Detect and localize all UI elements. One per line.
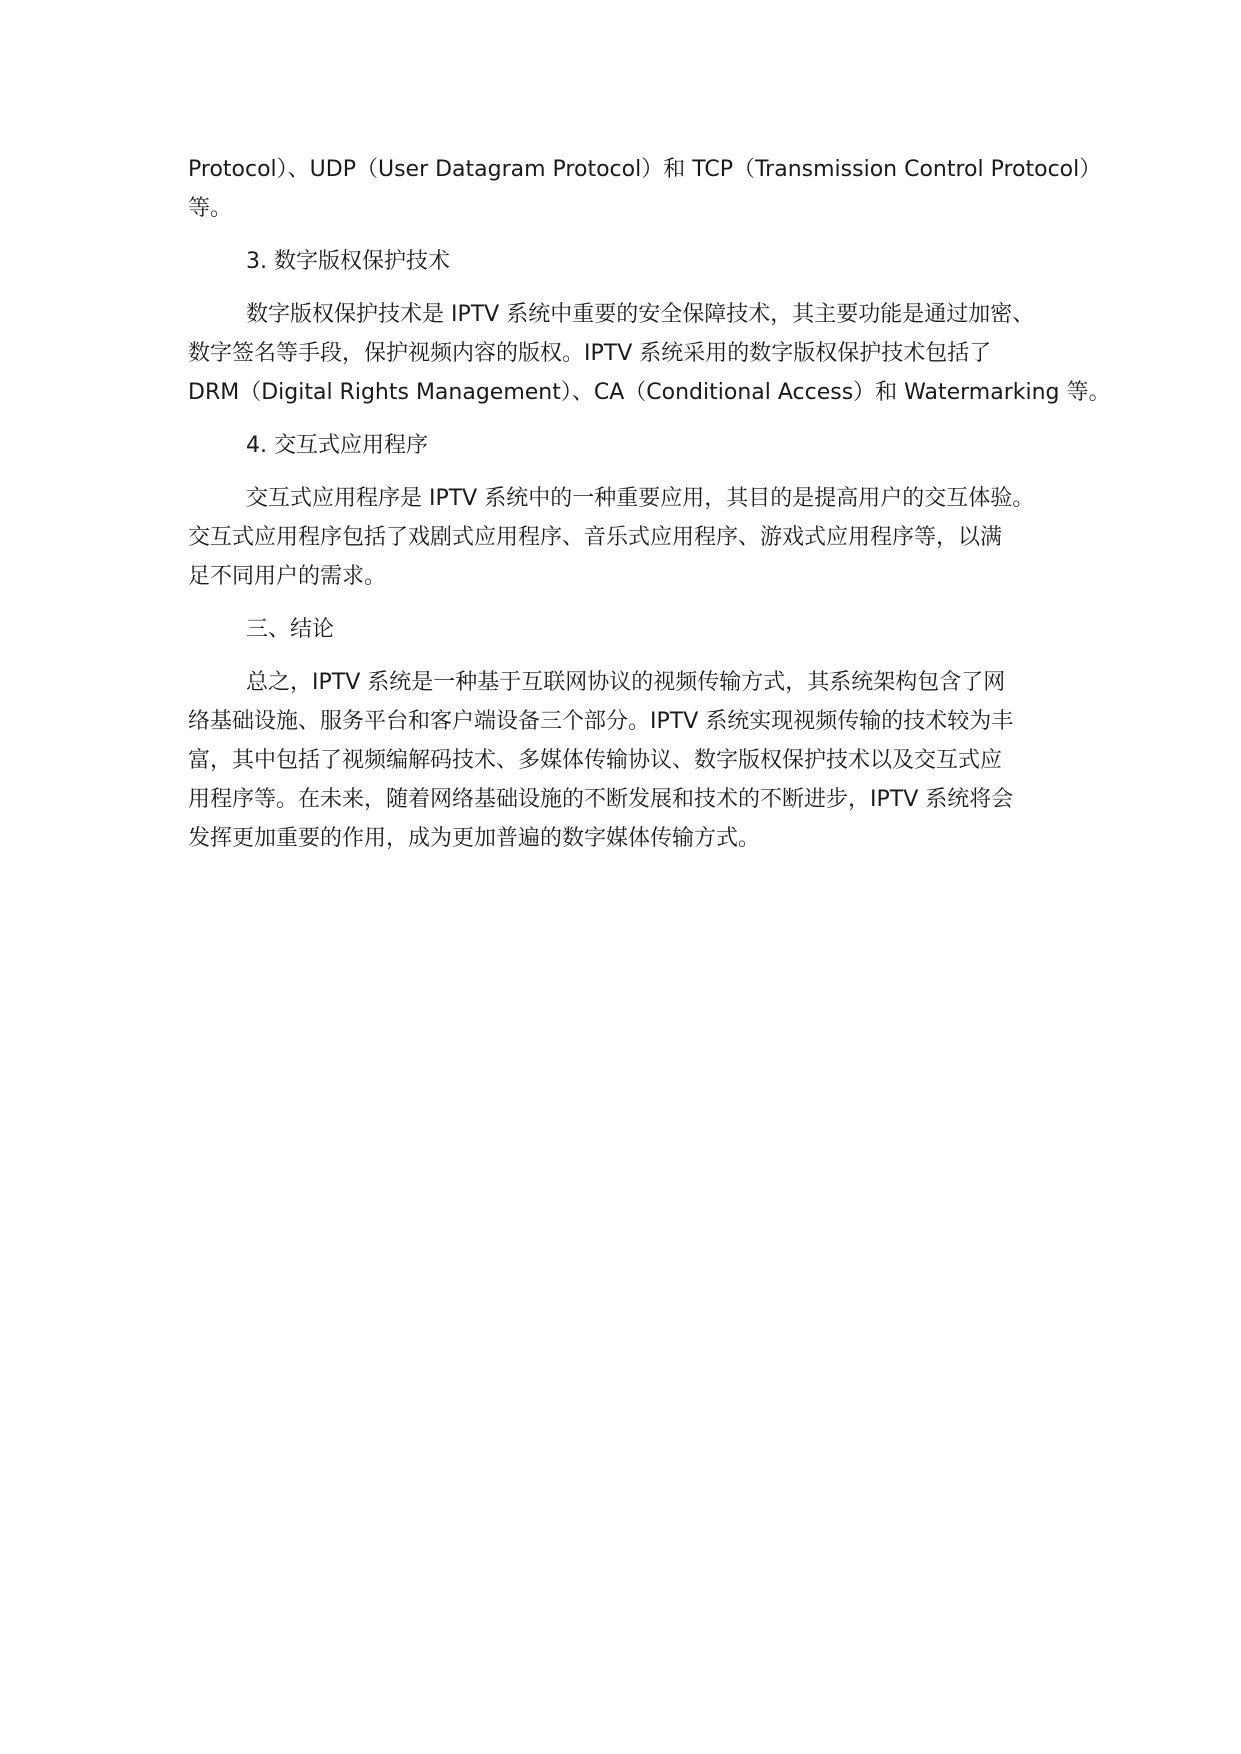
paragraph-line: 交互式应用程序包括了戏剧式应用程序、音乐式应用程序、游戏式应用程序等，以满	[188, 525, 1003, 550]
conclusion-paragraph	[188, 663, 1073, 858]
continuation-paragraph	[188, 150, 1102, 228]
paragraph-line: 发挥更加重要的作用，成为更加普遍的数字媒体传输方式。	[188, 826, 761, 851]
document-page	[188, 150, 1111, 858]
paragraph-line: 足不同用户的需求。	[188, 564, 387, 589]
paragraph-line: 总之，IPTV 系统是一种基于互联网协议的视频传输方式，其系统架构包含了网	[246, 670, 1006, 695]
paragraph-line: 数字签名等手段，保护视频内容的版权。IPTV 系统采用的数字版权保护技术包括了	[188, 341, 992, 366]
paragraph-line: 络基础设施、服务平台和客户端设备三个部分。IPTV 系统实现视频传输的技术较为丰	[188, 709, 1014, 734]
paragraph-line: 用程序等。在未来，随着网络基础设施的不断发展和技术的不断进步，IPTV 系统将会	[188, 787, 1014, 812]
paragraph-line: 等。	[188, 196, 233, 221]
paragraph-line: DRM（Digital Rights Management）、CA（Conditional Access）和 Watermarking 等。	[188, 380, 1111, 405]
conclusion-heading: 三、结论	[246, 617, 335, 642]
paragraph-line: 富，其中包括了视频编解码技术、多媒体传输协议、数字版权保护技术以及交互式应	[188, 748, 1003, 773]
paragraph-line: 交互式应用程序是 IPTV 系统中的一种重要应用，其目的是提高用户的交互体验。	[246, 486, 1035, 511]
paragraph-line: Protocol）、UDP（User Datagram Protocol）和 TCP（Transmission Control Protocol）	[188, 157, 1102, 182]
section-3-paragraph	[188, 295, 1111, 412]
section-4-heading: 4. 交互式应用程序	[246, 433, 428, 458]
section-3-heading: 3. 数字版权保护技术	[246, 249, 450, 274]
section-4-paragraph	[188, 479, 1073, 596]
paragraph-line: 数字版权保护技术是 IPTV 系统中重要的安全保障技术，其主要功能是通过加密、	[246, 302, 1035, 327]
